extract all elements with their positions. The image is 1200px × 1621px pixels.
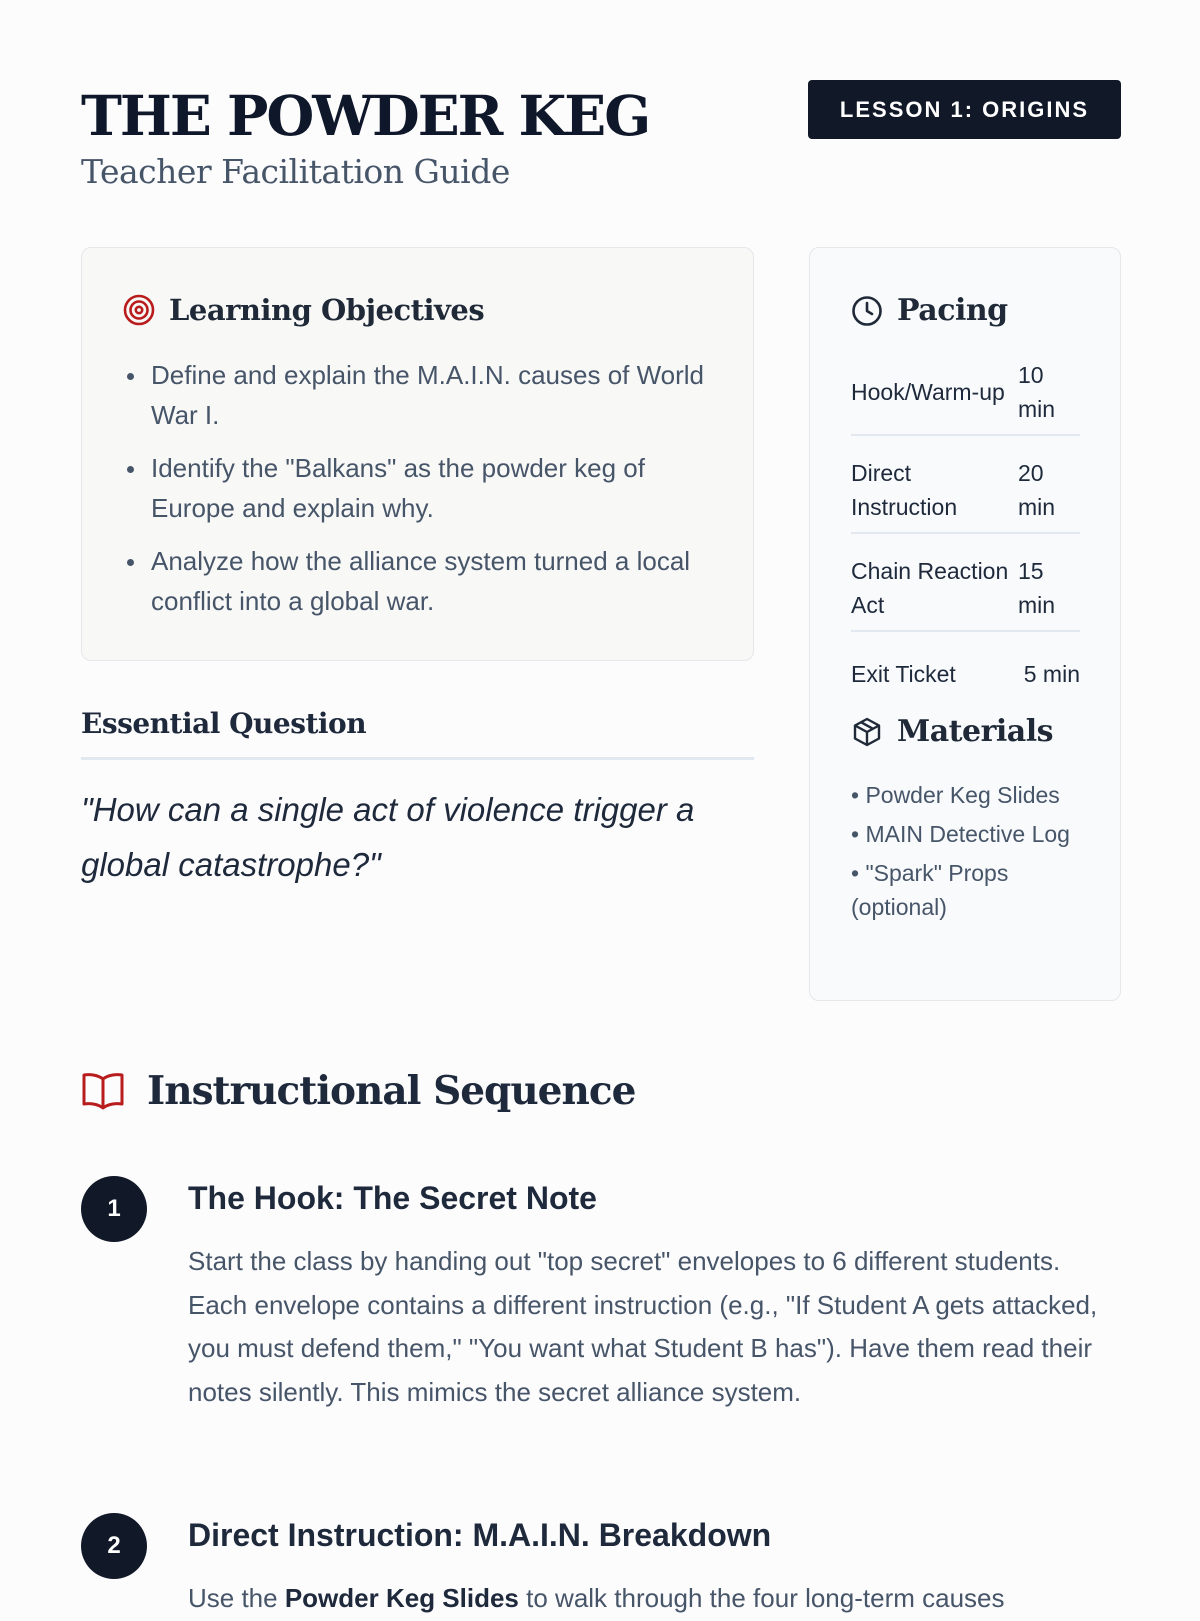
essential-question-divider <box>81 757 754 760</box>
package-icon <box>851 716 883 748</box>
pacing-label: Chain Reaction Act <box>851 558 1009 618</box>
step-text: to walk through the four long-term causes <box>518 1583 1005 1613</box>
pacing-time: 5 min <box>1023 661 1080 687</box>
step-description: Start the class by handing out "top secret" envelopes to 6 different students. Each envelope contains a different instruction (e.g., "If Student A gets attacked, you must defend them," "You want what Student B has"). Have them read their notes silently. This mimics the secret alliance system. <box>188 1246 1098 1407</box>
pacing-table <box>851 352 1080 704</box>
step-title: The Hook: The Secret Note <box>188 1180 597 1216</box>
materials-title: Materials <box>897 714 1054 749</box>
objectives-list <box>123 355 723 634</box>
pacing-time: 15 min <box>1018 558 1056 618</box>
learning-objectives-card <box>81 247 754 661</box>
material-item: • MAIN Detective Log <box>851 821 1070 847</box>
page-header <box>81 80 1121 200</box>
objective-item: Define and explain the M.A.I.N. causes of World War I. <box>123 355 723 435</box>
pacing-sidebar <box>809 247 1121 1001</box>
pacing-row <box>851 548 1080 632</box>
objective-item: Identify the "Balkans" as the powder keg of Europe and explain why. <box>123 448 723 528</box>
target-icon <box>123 294 155 326</box>
materials-heading <box>851 714 1053 749</box>
material-item: • "Spark" Props (optional) <box>851 860 1009 920</box>
instructional-sequence-heading <box>81 1068 635 1114</box>
step-number-badge: 2 <box>81 1513 147 1579</box>
pacing-label: Hook/Warm-up <box>851 379 1005 405</box>
pacing-heading <box>851 293 1008 328</box>
step-text: Use the <box>188 1583 285 1613</box>
book-open-icon <box>81 1071 125 1111</box>
objective-item: Analyze how the alliance system turned a local conflict into a global war. <box>123 541 723 621</box>
pacing-row <box>851 646 1080 704</box>
pacing-time: 20 min <box>1018 460 1056 520</box>
pacing-label: Exit Ticket <box>851 661 956 687</box>
essential-question-heading: Essential Question <box>81 707 367 740</box>
step-description <box>188 1577 1121 1621</box>
step-number-badge: 1 <box>81 1176 147 1242</box>
pacing-label: Direct Instruction <box>851 460 958 520</box>
lesson-badge: LESSON 1: ORIGINS <box>808 80 1121 139</box>
learning-objectives-heading <box>123 293 484 327</box>
step-title: Direct Instruction: M.A.I.N. Breakdown <box>188 1517 772 1553</box>
pacing-row <box>851 352 1080 436</box>
material-item: • Powder Keg Slides <box>851 782 1060 808</box>
materials-list <box>851 778 1086 929</box>
learning-objectives-title: Learning Objectives <box>169 293 485 327</box>
page-title: THE POWDER KEG <box>81 83 650 148</box>
clock-icon <box>851 295 883 327</box>
page-subtitle: Teacher Facilitation Guide <box>81 152 510 191</box>
instructional-sequence-title: Instructional Sequence <box>147 1068 636 1114</box>
essential-question-quote: "How can a single act of violence trigger a global catastrophe?" <box>81 791 695 883</box>
pacing-row <box>851 450 1080 534</box>
slides-reference: Powder Keg Slides <box>284 1583 519 1613</box>
pacing-time: 10 min <box>1018 362 1056 422</box>
pacing-title: Pacing <box>897 293 1008 328</box>
